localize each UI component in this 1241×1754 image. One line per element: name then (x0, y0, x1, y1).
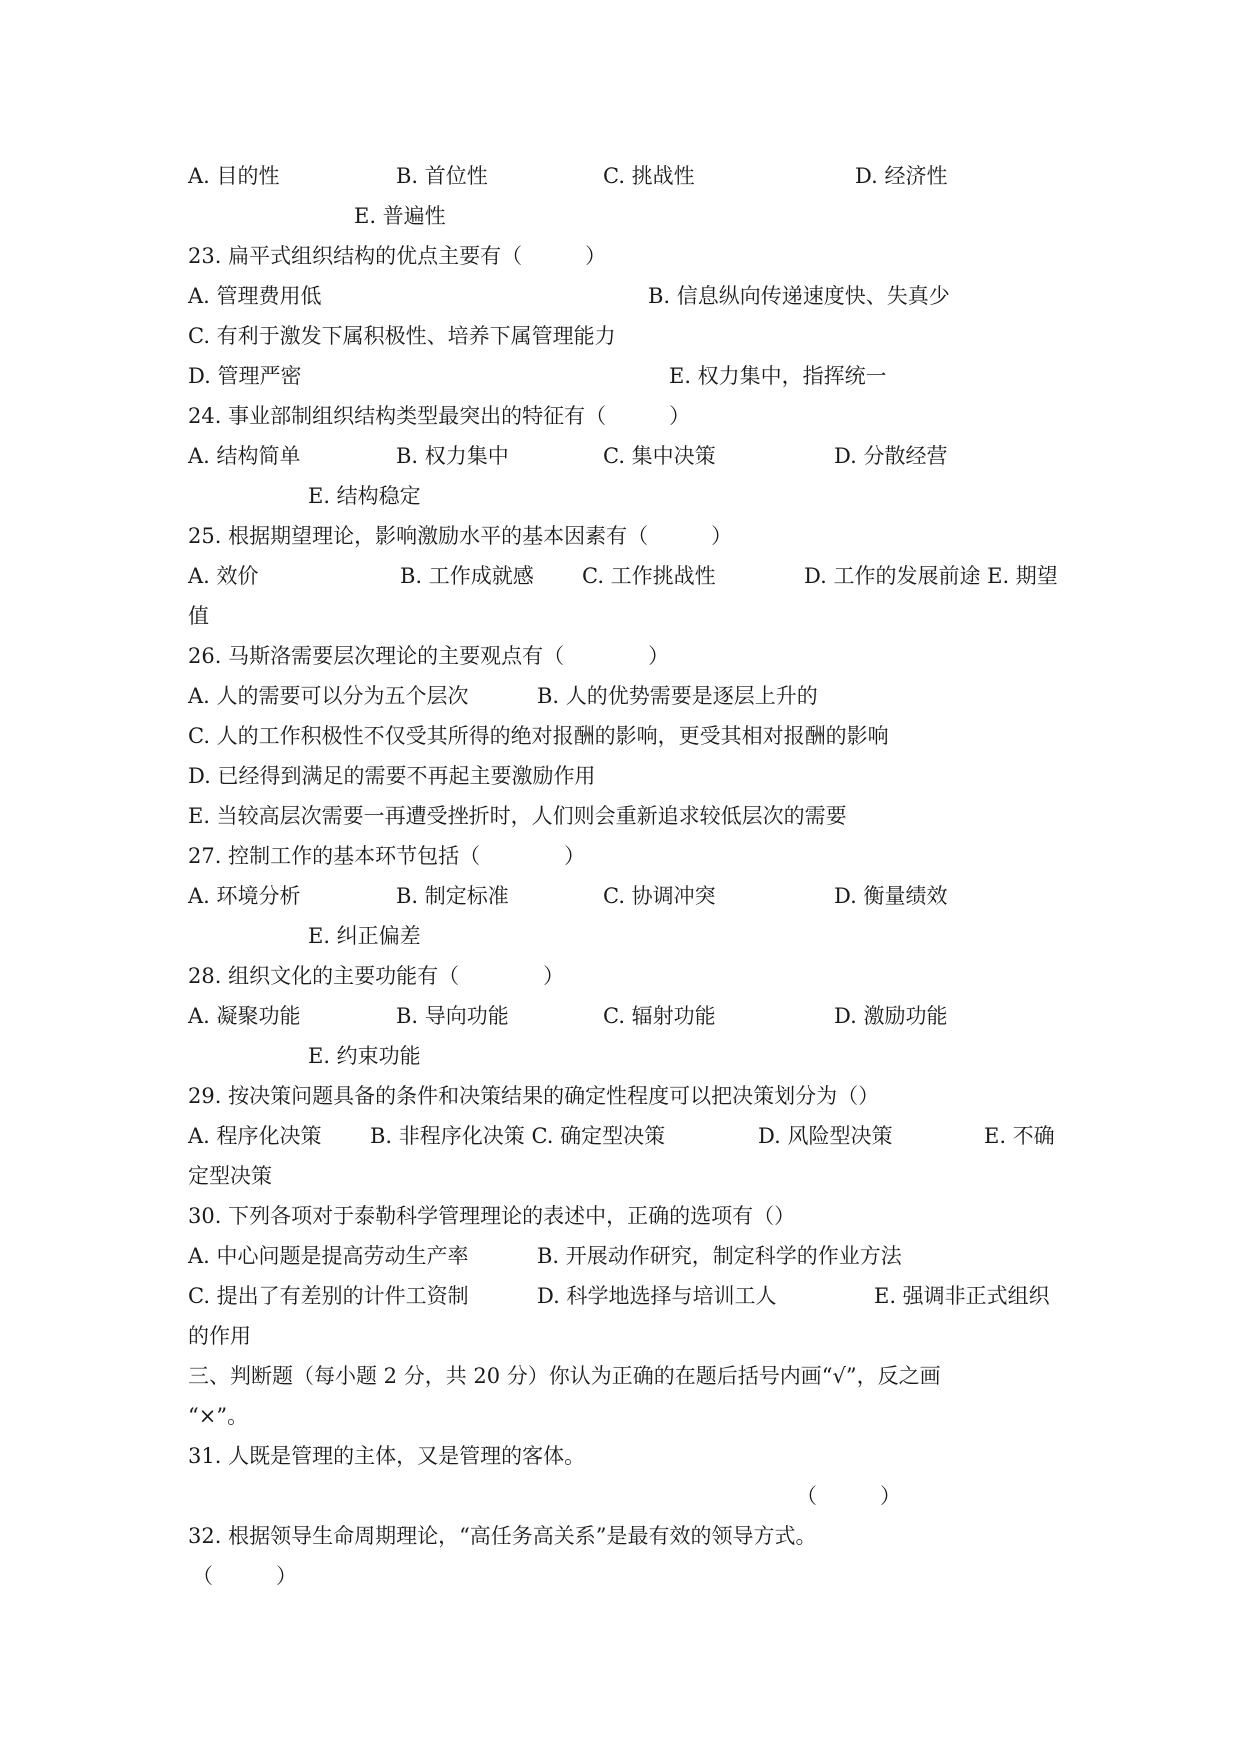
q22-option-e: E. 普遍性 (354, 204, 446, 228)
q30-option-e-wrap: 的作用 (188, 1324, 251, 1348)
q26-option-e: E. 当较高层次需要一再遭受挫折时，人们则会重新追求较低层次的需要 (188, 804, 847, 828)
q30-option-b: B. 开展动作研究，制定科学的作业方法 (537, 1244, 902, 1268)
q26-option-b: B. 人的优势需要是逐层上升的 (537, 684, 818, 708)
q26-option-a: A. 人的需要可以分为五个层次 (188, 684, 469, 708)
q28-option-b: B. 导向功能 (396, 1004, 509, 1028)
q29-option-a: A. 程序化决策 (188, 1124, 322, 1148)
q29-option-d: D. 风险型决策 (758, 1124, 893, 1148)
q30-option-d: D. 科学地选择与培训工人 (537, 1284, 777, 1308)
q29-option-e: E. 不确 (984, 1124, 1055, 1148)
q32-stem: 32. 根据领导生命周期理论，“高任务高关系”是最有效的领导方式。 (188, 1524, 817, 1548)
q31-answer-blank: （ ） (796, 1484, 901, 1508)
q23-option-d: D. 管理严密 (188, 364, 302, 388)
q25-option-c: C. 工作挑战性 (582, 564, 716, 588)
q25-option-d-e: D. 工作的发展前途 E. 期望 (804, 564, 1058, 588)
q27-option-e: E. 纠正偏差 (308, 924, 421, 948)
q29-option-e-wrap: 定型决策 (188, 1164, 272, 1188)
q27-option-d: D. 衡量绩效 (834, 884, 948, 908)
q28-option-e: E. 约束功能 (308, 1044, 421, 1068)
q31-stem: 31. 人既是管理的主体，又是管理的客体。 (188, 1444, 586, 1468)
q28-option-a: A. 凝聚功能 (188, 1004, 301, 1028)
q30-option-a: A. 中心问题是提高劳动生产率 (188, 1244, 469, 1268)
q22-option-b: B. 首位性 (396, 164, 488, 188)
q23-option-b: B. 信息纵向传递速度快、失真少 (648, 284, 950, 308)
q27-option-c: C. 协调冲突 (603, 884, 716, 908)
q30-stem: 30. 下列各项对于泰勒科学管理理论的表述中，正确的选项有（） (188, 1204, 796, 1228)
q28-option-d: D. 激励功能 (834, 1004, 948, 1028)
q29-option-b-c: B. 非程序化决策 C. 确定型决策 (370, 1124, 666, 1148)
q23-option-e: E. 权力集中，指挥统一 (669, 364, 887, 388)
q32-answer-blank: （ ） (192, 1564, 297, 1588)
q23-option-c: C. 有利于激发下属积极性、培养下属管理能力 (188, 324, 616, 348)
q22-option-a: A. 目的性 (188, 164, 280, 188)
q28-option-c: C. 辐射功能 (603, 1004, 716, 1028)
q24-option-e: E. 结构稳定 (308, 484, 421, 508)
q25-option-a: A. 效价 (188, 564, 259, 588)
q22-option-d: D. 经济性 (855, 164, 948, 188)
q30-option-e: E. 强调非正式组织 (874, 1284, 1050, 1308)
q28-stem: 28. 组织文化的主要功能有（ ） (188, 964, 565, 988)
section-3-heading-wrap: “×”。 (188, 1404, 249, 1428)
q24-stem: 24. 事业部制组织结构类型最突出的特征有（ ） (188, 404, 691, 428)
q27-option-a: A. 环境分析 (188, 884, 301, 908)
q22-option-c: C. 挑战性 (603, 164, 695, 188)
q26-option-c: C. 人的工作积极性不仅受其所得的绝对报酬的影响，更受其相对报酬的影响 (188, 724, 889, 748)
q25-stem: 25. 根据期望理论，影响激励水平的基本因素有（ ） (188, 524, 733, 548)
q25-option-e-wrap: 值 (188, 604, 209, 628)
q23-option-a: A. 管理费用低 (188, 284, 322, 308)
q24-option-b: B. 权力集中 (396, 444, 509, 468)
q26-stem: 26. 马斯洛需要层次理论的主要观点有（ ） (188, 644, 670, 668)
q29-stem: 29. 按决策问题具备的条件和决策结果的确定性程度可以把决策划分为（） (188, 1084, 880, 1108)
section-3-heading: 三、判断题（每小题 2 分，共 20 分）你认为正确的在题后括号内画“√”，反之画 (188, 1364, 941, 1388)
q26-option-d: D. 已经得到满足的需要不再起主要激励作用 (188, 764, 596, 788)
q30-option-c: C. 提出了有差别的计件工资制 (188, 1284, 469, 1308)
q25-option-b: B. 工作成就感 (400, 564, 534, 588)
q23-stem: 23. 扁平式组织结构的优点主要有（ ） (188, 244, 607, 268)
q24-option-a: A. 结构简单 (188, 444, 301, 468)
q27-stem: 27. 控制工作的基本环节包括（ ） (188, 844, 586, 868)
q27-option-b: B. 制定标准 (396, 884, 509, 908)
q24-option-d: D. 分散经营 (834, 444, 948, 468)
q24-option-c: C. 集中决策 (603, 444, 716, 468)
